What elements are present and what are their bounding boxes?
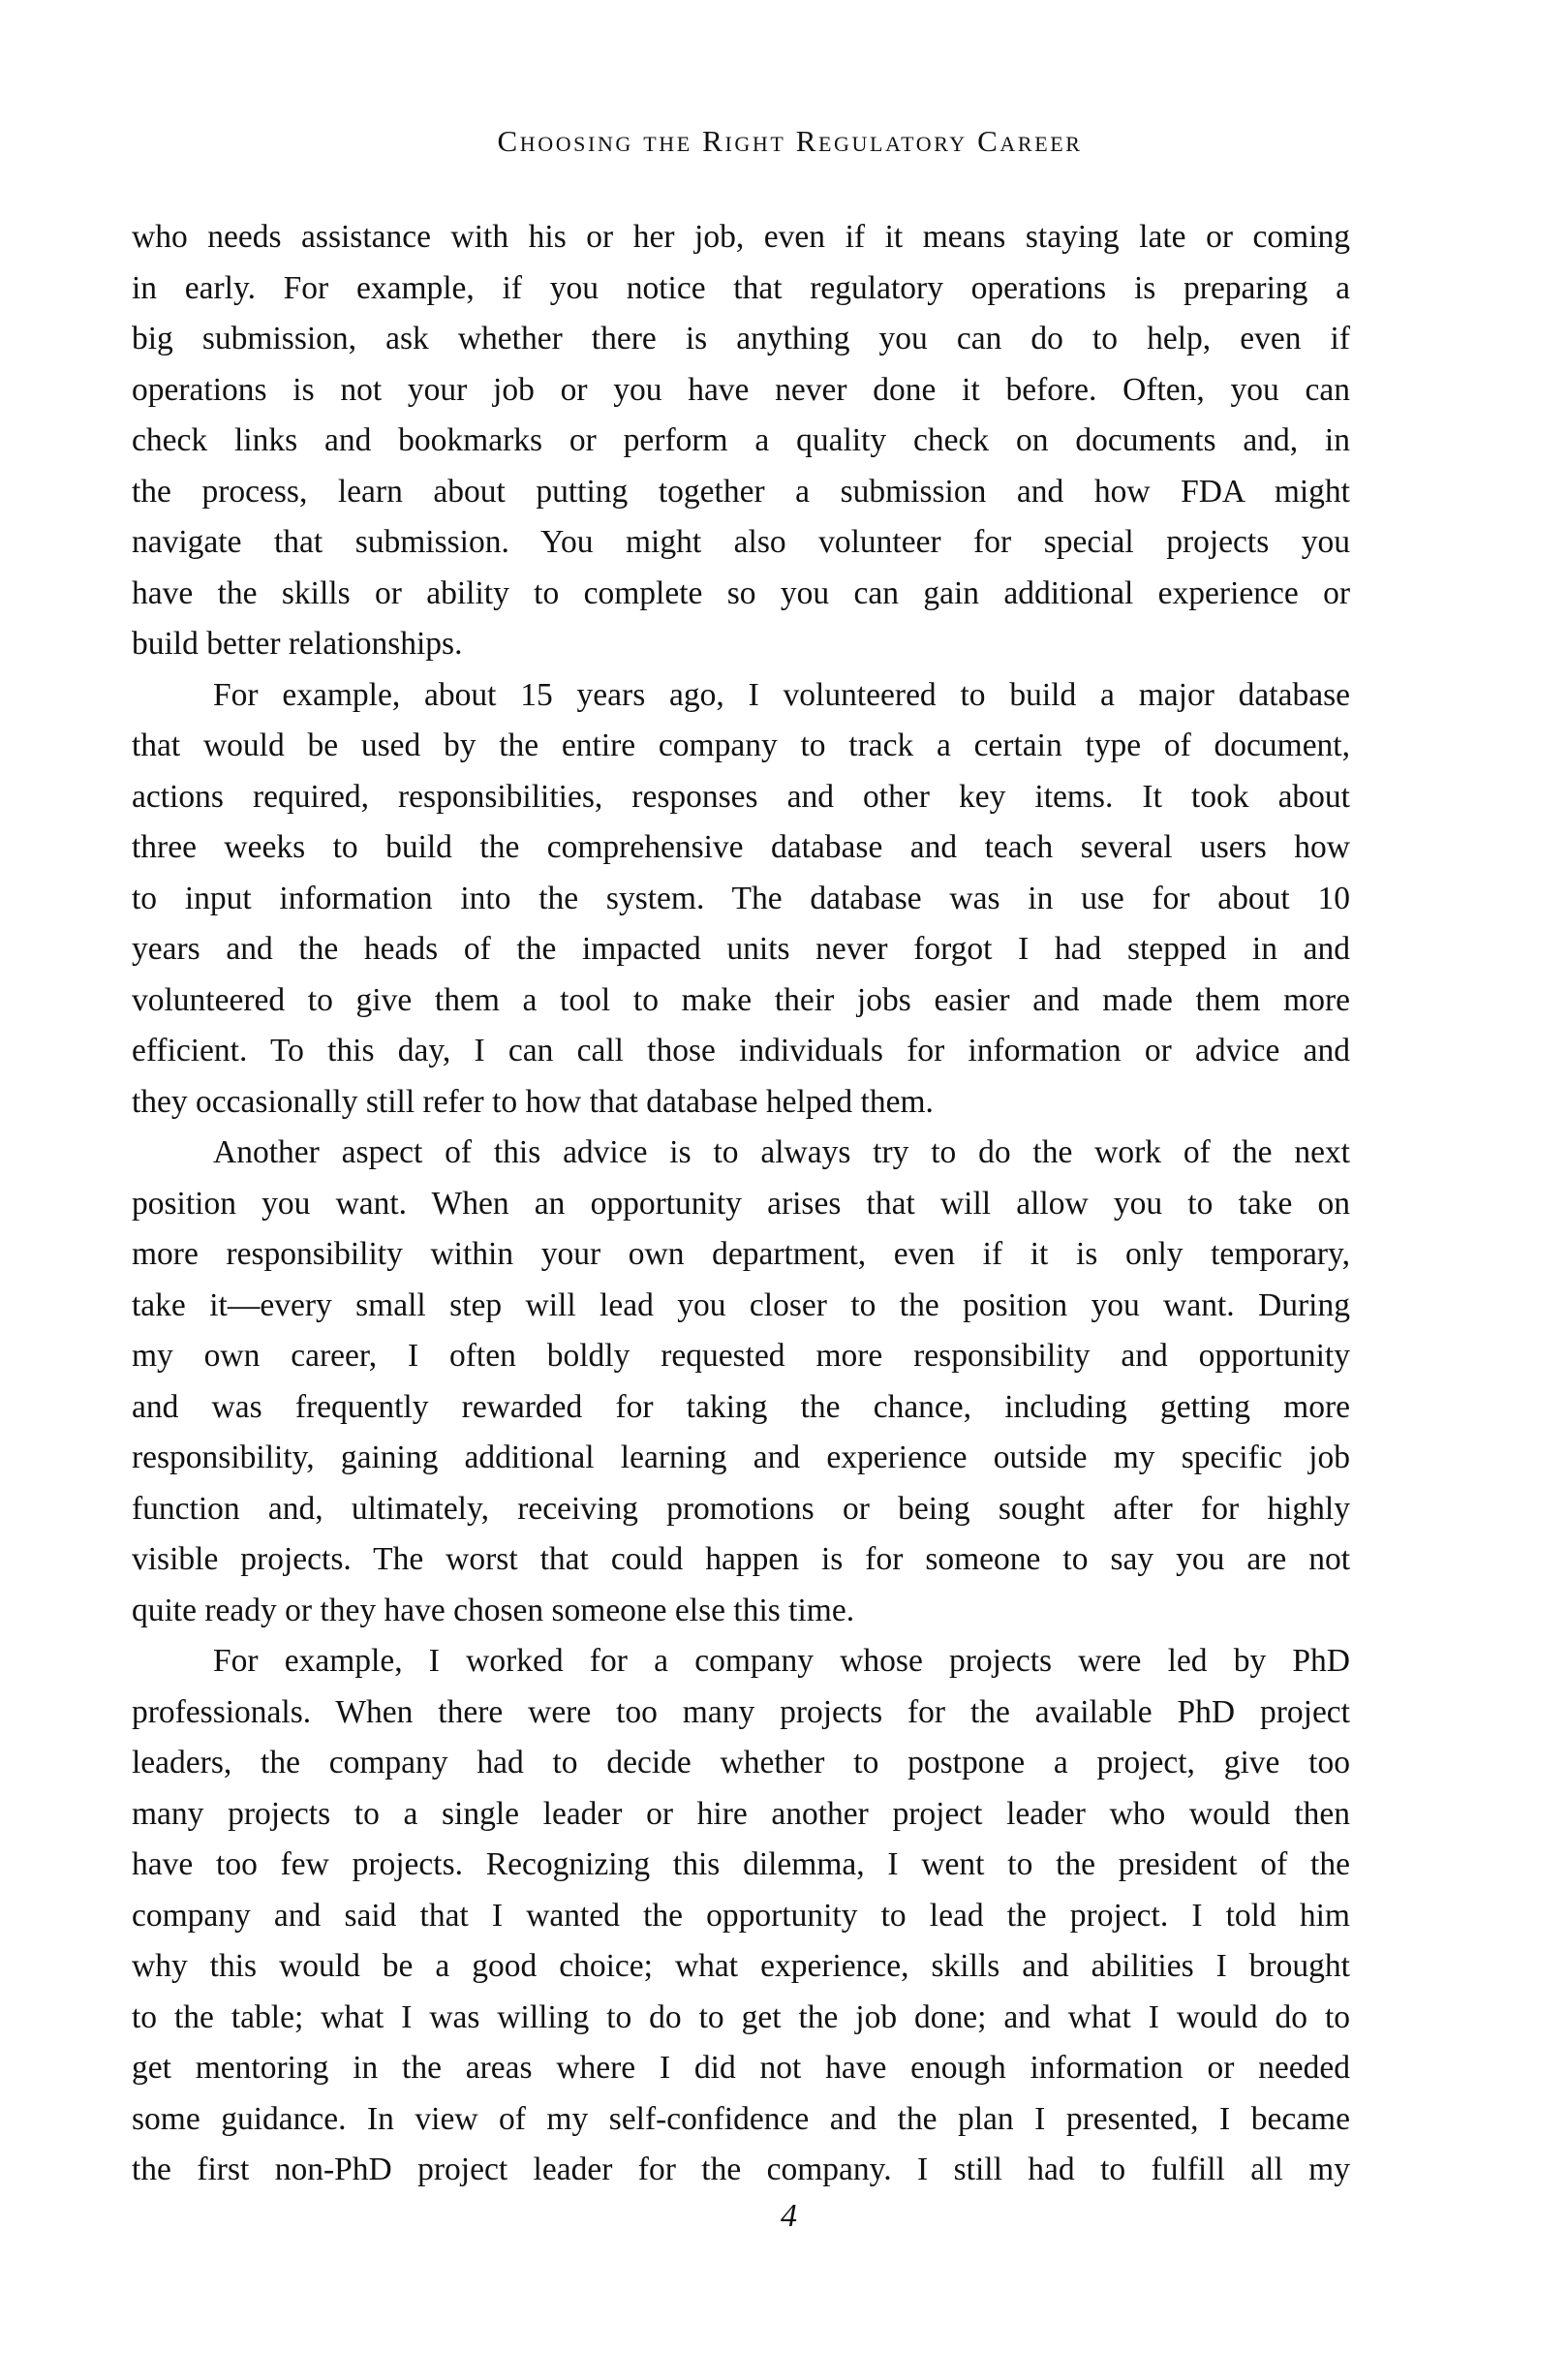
running-head: Choosing the Right Regulatory Career — [497, 124, 1083, 158]
text-line: actions required, responsibilities, responses and other key items. It took about — [132, 778, 1350, 815]
text-line: they occasionally still refer to how that database helped them. — [132, 1083, 934, 1120]
text-line: check links and bookmarks or perform a quality check on documents and, in — [132, 422, 1350, 458]
text-line: company and said that I wanted the opportunity to lead the project. I told him — [132, 1897, 1350, 1934]
text-line: operations is not your job or you have never done it before. Often, you can — [132, 371, 1350, 408]
text-line: For example, about 15 years ago, I volunteered to build a major database — [213, 676, 1350, 713]
paragraph-3 — [132, 1128, 1350, 1636]
text-line: and was frequently rewarded for taking the chance, including getting more — [132, 1388, 1350, 1425]
text-line: who needs assistance with his or her job, even if it means staying late or coming — [132, 219, 1350, 255]
text-line: get mentoring in the areas where I did not have enough information or needed — [132, 2050, 1350, 2086]
text-line: many projects to a single leader or hire another project leader who would then — [132, 1795, 1350, 1832]
text-line: have too few projects. Recognizing this dilemma, I went to the president of the — [132, 1846, 1350, 1882]
text-line: some guidance. In view of my self-confidence and the plan I presented, I became — [132, 2100, 1350, 2137]
text-line: function and, ultimately, receiving promotions or being sought after for highly — [132, 1490, 1350, 1527]
text-line: have the skills or ability to complete so you can gain additional experience or — [132, 574, 1350, 611]
text-line: For example, I worked for a company whose projects were led by PhD — [213, 1643, 1350, 1679]
paragraph-1 — [132, 212, 1350, 670]
page-number: 4 — [781, 2198, 797, 2234]
body-text — [132, 212, 1350, 2196]
text-line: that would be used by the entire company to track a certain type of document, — [132, 728, 1350, 763]
text-line: the first non-PhD project leader for the company. I still had to fulfill all my — [132, 2152, 1350, 2187]
paragraph-4 — [132, 1636, 1350, 2196]
text-line: my own career, I often boldly requested more responsibility and opportunity — [132, 1338, 1350, 1374]
text-line: in early. For example, if you notice that regulatory operations is preparing a — [132, 269, 1350, 306]
text-line: three weeks to build the comprehensive database and teach several users how — [132, 829, 1350, 865]
text-line: quite ready or they have chosen someone else this time. — [132, 1592, 855, 1628]
text-line: the process, learn about putting together a submission and how FDA might — [132, 473, 1350, 510]
text-line: to the table; what I was willing to do to get the job done; and what I would do to — [132, 1998, 1350, 2035]
text-line: Another aspect of this advice is to always try to do the work of the next — [213, 1134, 1350, 1170]
text-line: why this would be a good choice; what experience, skills and abilities I brought — [132, 1948, 1350, 1984]
text-line: position you want. When an opportunity arises that will allow you to take on — [132, 1185, 1350, 1222]
paragraph-2 — [132, 670, 1350, 1129]
text-line: take it—every small step will lead you closer to the position you want. During — [132, 1286, 1350, 1323]
text-line: efficient. To this day, I can call those individuals for information or advice and — [132, 1033, 1350, 1068]
text-line: years and the heads of the impacted units never forgot I had stepped in and — [132, 931, 1350, 967]
text-line: more responsibility within your own department, even if it is only temporary, — [132, 1236, 1350, 1272]
text-line: navigate that submission. You might also volunteer for special projects you — [132, 524, 1350, 560]
text-line: to input information into the system. The database was in use for about 10 — [132, 880, 1350, 916]
text-line: professionals. When there were too many projects for the available PhD project — [132, 1693, 1350, 1730]
text-line: leaders, the company had to decide whether to postpone a project, give too — [132, 1745, 1350, 1780]
text-line: volunteered to give them a tool to make their jobs easier and made them more — [132, 981, 1350, 1018]
text-line: build better relationships. — [132, 626, 463, 662]
text-line: responsibility, gaining additional learning and experience outside my specific job — [132, 1440, 1350, 1475]
text-line: visible projects. The worst that could happen is for someone to say you are not — [132, 1541, 1350, 1577]
text-line: big submission, ask whether there is anything you can do to help, even if — [132, 321, 1350, 356]
